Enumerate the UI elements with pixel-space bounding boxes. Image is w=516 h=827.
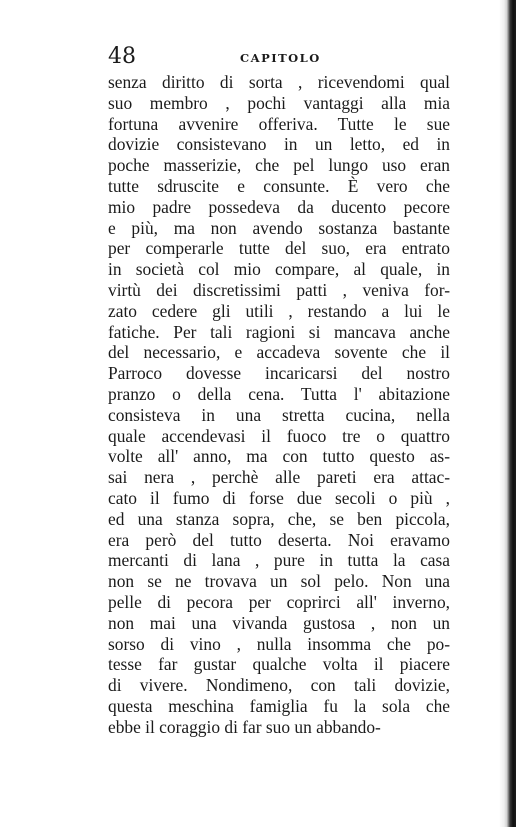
text-line: virtù dei discretissimi patti , veniva for- xyxy=(108,279,450,300)
text-line: dovizie consistevano in un letto, ed in xyxy=(108,134,450,155)
text-line: sorso di vino , nulla insomma che po- xyxy=(108,633,450,654)
binding-edge xyxy=(507,0,516,827)
text-line: quale accendevasi il fuoco tre o quattro xyxy=(108,425,450,446)
text-line: e più, ma non avendo sostanza bastante xyxy=(108,217,450,238)
text-line: suo membro , pochi vantaggi alla mia xyxy=(108,92,450,113)
text-line: fortuna avvenire offeriva. Tutte le sue xyxy=(108,113,450,134)
text-line: fatiche. Per tali ragioni si mancava anche xyxy=(108,321,450,342)
text-line: non mai una vivanda gustosa , non un xyxy=(108,612,450,633)
text-line: mio padre possedeva da ducento pecore xyxy=(108,196,450,217)
text-line: per comperarle tutte del suo, era entrato xyxy=(108,238,450,259)
chapter-label: CAPITOLO xyxy=(240,51,321,65)
text-line: volte all' anno, ma con tutto questo as- xyxy=(108,446,450,467)
body-text xyxy=(108,72,450,738)
text-line: zato cedere gli utili , restando a lui le xyxy=(108,300,450,321)
text-line: consisteva in una stretta cucina, nella xyxy=(108,404,450,425)
text-line: di vivere. Nondimeno, con tali dovizie, xyxy=(108,675,450,696)
text-line: pelle di pecora per coprirci all' inverno, xyxy=(108,591,450,612)
page-number: 48 xyxy=(108,44,136,69)
text-line: pranzo o della cena. Tutta l' abitazione xyxy=(108,383,450,404)
text-line: ed una stanza sopra, che, se ben piccola, xyxy=(108,508,450,529)
text-line: ebbe il coraggio di far suo un abbando- xyxy=(108,716,381,737)
text-line: questa meschina famiglia fu la sola che xyxy=(108,695,450,716)
text-line: poche masserizie, che pel lungo uso eran xyxy=(108,155,450,176)
text-line: in società col mio compare, al quale, in xyxy=(108,259,450,280)
page-fold-shadow xyxy=(499,0,507,827)
text-line: Parroco dovesse incaricarsi del nostro xyxy=(108,363,450,384)
text-line: del necessario, e accadeva sovente che il xyxy=(108,342,450,363)
text-line: era però del tutto deserta. Noi eravamo xyxy=(108,529,450,550)
running-head xyxy=(108,44,450,70)
text-line: tesse far gustar qualche volta il piacere xyxy=(108,654,450,675)
text-line: sai nera , perchè alle pareti era attac- xyxy=(108,467,450,488)
text-line: cato il fumo di forse due secoli o più , xyxy=(108,487,450,508)
text-line: mercanti di lana , pure in tutta la casa xyxy=(108,550,450,571)
text-line: tutte sdruscite e consunte. È vero che xyxy=(108,175,450,196)
text-line: senza diritto di sorta , ricevendomi qual xyxy=(108,72,450,92)
text-line: non se ne trovava un sol pelo. Non una xyxy=(108,571,450,592)
